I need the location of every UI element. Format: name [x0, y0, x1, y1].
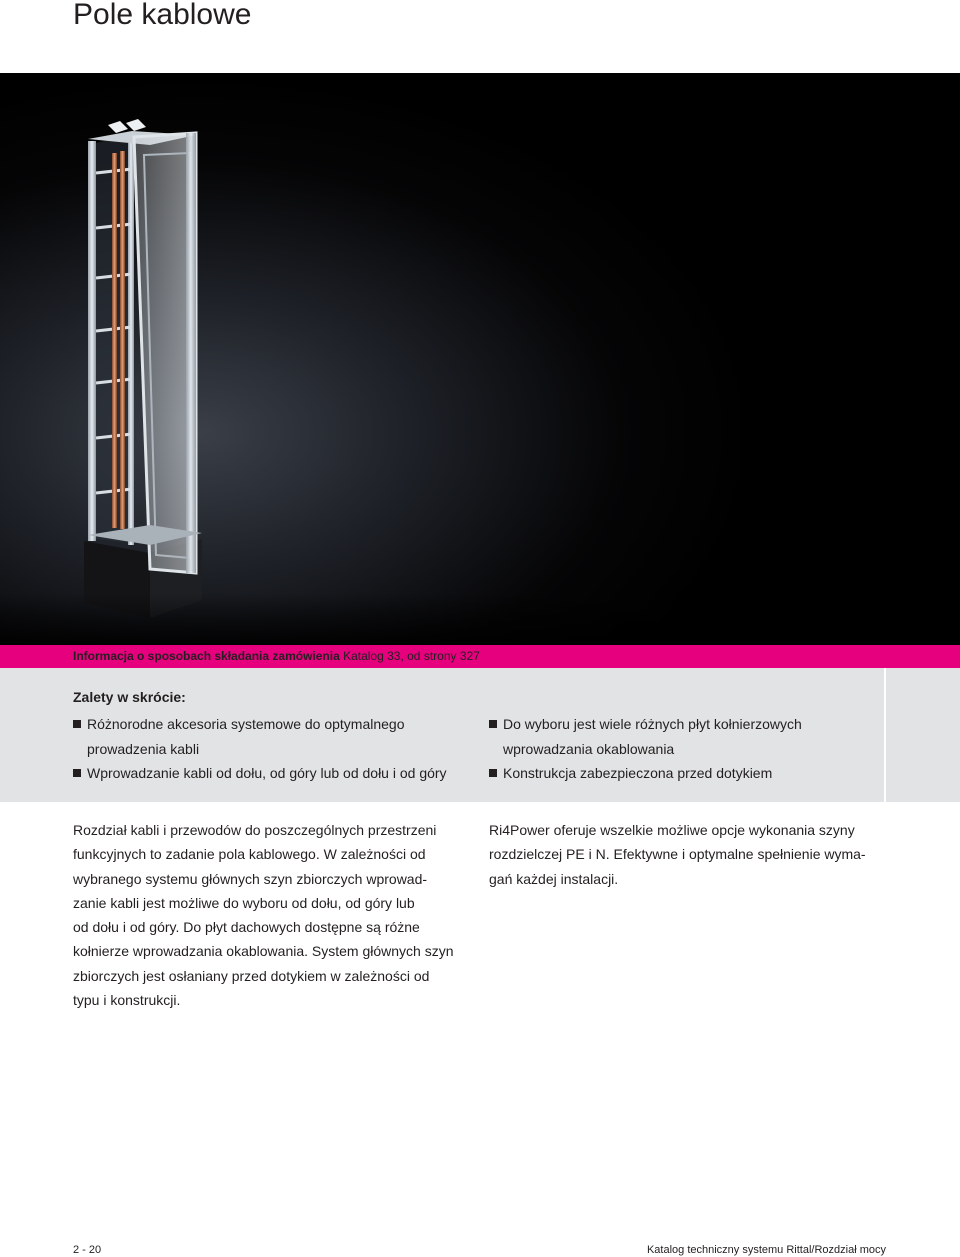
- benefits-box: [0, 668, 960, 802]
- order-info-reference[interactable]: Katalog 33, od strony 327: [339, 649, 480, 663]
- cable-enclosure-photo-icon: [0, 73, 960, 645]
- bullet-square-icon: [73, 720, 81, 728]
- page-title: Pole kablowe: [73, 0, 252, 31]
- list-item: Różnorodne akcesoria systemowe do optymalnego prowadzenia kabli: [73, 712, 473, 761]
- page-number: 2 - 20: [73, 1244, 102, 1256]
- benefits-list-right: [489, 712, 879, 786]
- catalog-footer: Katalog techniczny systemu Rittal/Rozdział mocy: [646, 1244, 886, 1256]
- column-divider: [884, 668, 886, 802]
- list-item: Do wyboru jest wiele różnych płyt kołnierzowych wprowadzania okablowania: [489, 712, 879, 761]
- bullet-square-icon: [489, 720, 497, 728]
- order-info-label: Informacja o sposobach składania zamówienia: [73, 649, 340, 663]
- bullet-square-icon: [489, 769, 497, 777]
- benefits-list-left: [73, 712, 473, 786]
- body-text-left: Rozdział kabli i przewodów do poszczególnych przestrzeni funkcyjnych to zadanie pola kablowego. W zależności od wybranego systemu głównych szyn zbiorczych wprowad- zanie kabli jest możliwe do wyboru od dołu, od góry lub od dołu i od góry. Do płyt dachowych dostępne są różne kołnierze wprowadzania okablowania. System głównych szyn zbiorczych jest osłaniany przed dotykiem w zależności od typu i konstrukcji.: [73, 822, 454, 1009]
- bullet-square-icon: [73, 769, 81, 777]
- product-photo: [0, 73, 960, 645]
- list-item: Konstrukcja zabezpieczona przed dotykiem: [489, 761, 879, 786]
- order-info-bar: [0, 645, 960, 668]
- body-text-right: Ri4Power oferuje wszelkie możliwe opcje wykonania szyny rozdzielczej PE i N. Efektywne i optymalne spełnienie wyma- gań każdej instalacji.: [489, 822, 866, 887]
- list-item: Wprowadzanie kabli od dołu, od góry lub od dołu i od góry: [73, 761, 473, 786]
- benefits-heading: Zalety w skrócie:: [73, 689, 186, 705]
